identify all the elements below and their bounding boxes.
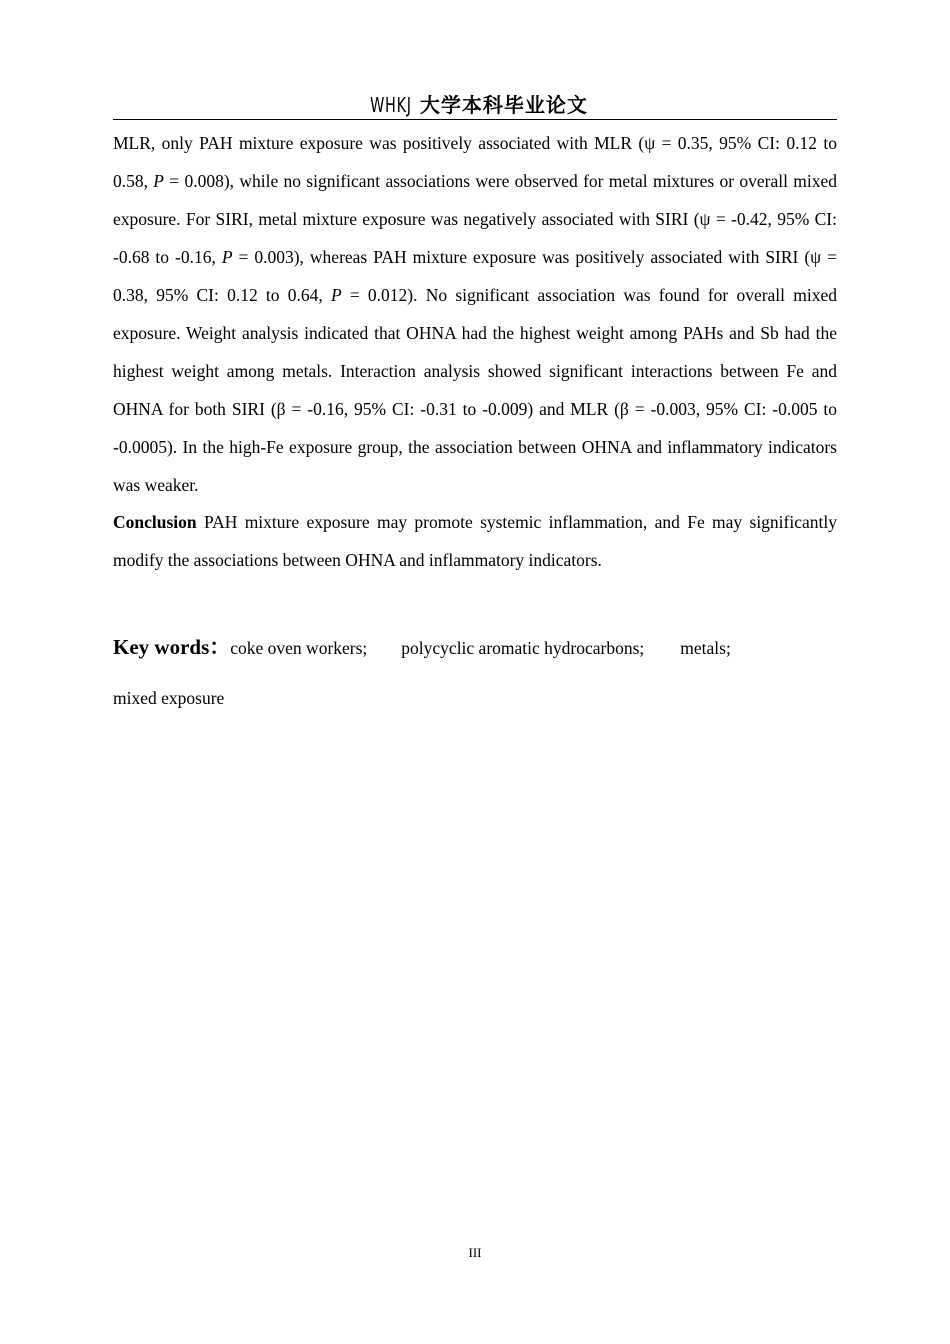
conclusion-paragraph — [113, 503, 837, 579]
conclusion-text: PAH mixture exposure may promote systemic inflammation, and Fe may significantly modify the associations between OHNA and inflammatory indicators. — [113, 512, 837, 570]
keyword-item: metals; — [680, 638, 731, 658]
abstract-text-2: = 0.008), while no significant associations were observed for metal mixtures or overall mixed exposure. For SIRI, metal mixture exposure was negatively associated with SIRI (ψ = -0.42, 95% CI: -0.68 to -0.16, — [113, 171, 837, 267]
p-value-label: P — [153, 171, 164, 191]
p-value-label: P — [330, 285, 342, 305]
p-value-label: P — [221, 247, 233, 267]
abstract-text-3: = 0.003), whereas PAH mixture exposure was positively associated with SIRI (ψ = 0.38, 95% CI: 0.12 to 0.64, — [113, 247, 837, 305]
page-number: III — [468, 1245, 482, 1260]
header-thesis-title: 大学本科毕业论文 — [419, 93, 588, 117]
running-header — [113, 92, 837, 120]
header-school-code: WHKJ — [370, 93, 412, 117]
abstract-text-4: = 0.012). No significant association was found for overall mixed exposure. Weight analysis indicated that OHNA had the highest weight among PAHs and Sb had the highest weight among metals. Interaction analysis showed significant interactions between Fe and OHNA for both SIRI (β = -0.16, 95% CI: -0.31 to -0.009) and MLR (β = -0.003, 95% CI: -0.005 to -0.0005). In the high-Fe exposure group, the association between OHNA and inflammatory indicators was weaker. — [113, 285, 837, 495]
keywords-line — [113, 628, 837, 667]
keyword-item: polycyclic aromatic hydrocarbons; — [401, 638, 645, 658]
abstract-paragraph — [113, 124, 837, 504]
keyword-item: mixed exposure — [113, 688, 225, 708]
conclusion-label: Conclusion — [113, 512, 197, 532]
abstract-text-1: MLR, only PAH mixture exposure was positively associated with MLR (ψ = 0.35, 95% CI: 0.12 to 0.58, — [113, 133, 837, 191]
keyword-item: coke oven workers; — [230, 638, 368, 658]
keywords-label: Key words： — [113, 635, 231, 659]
